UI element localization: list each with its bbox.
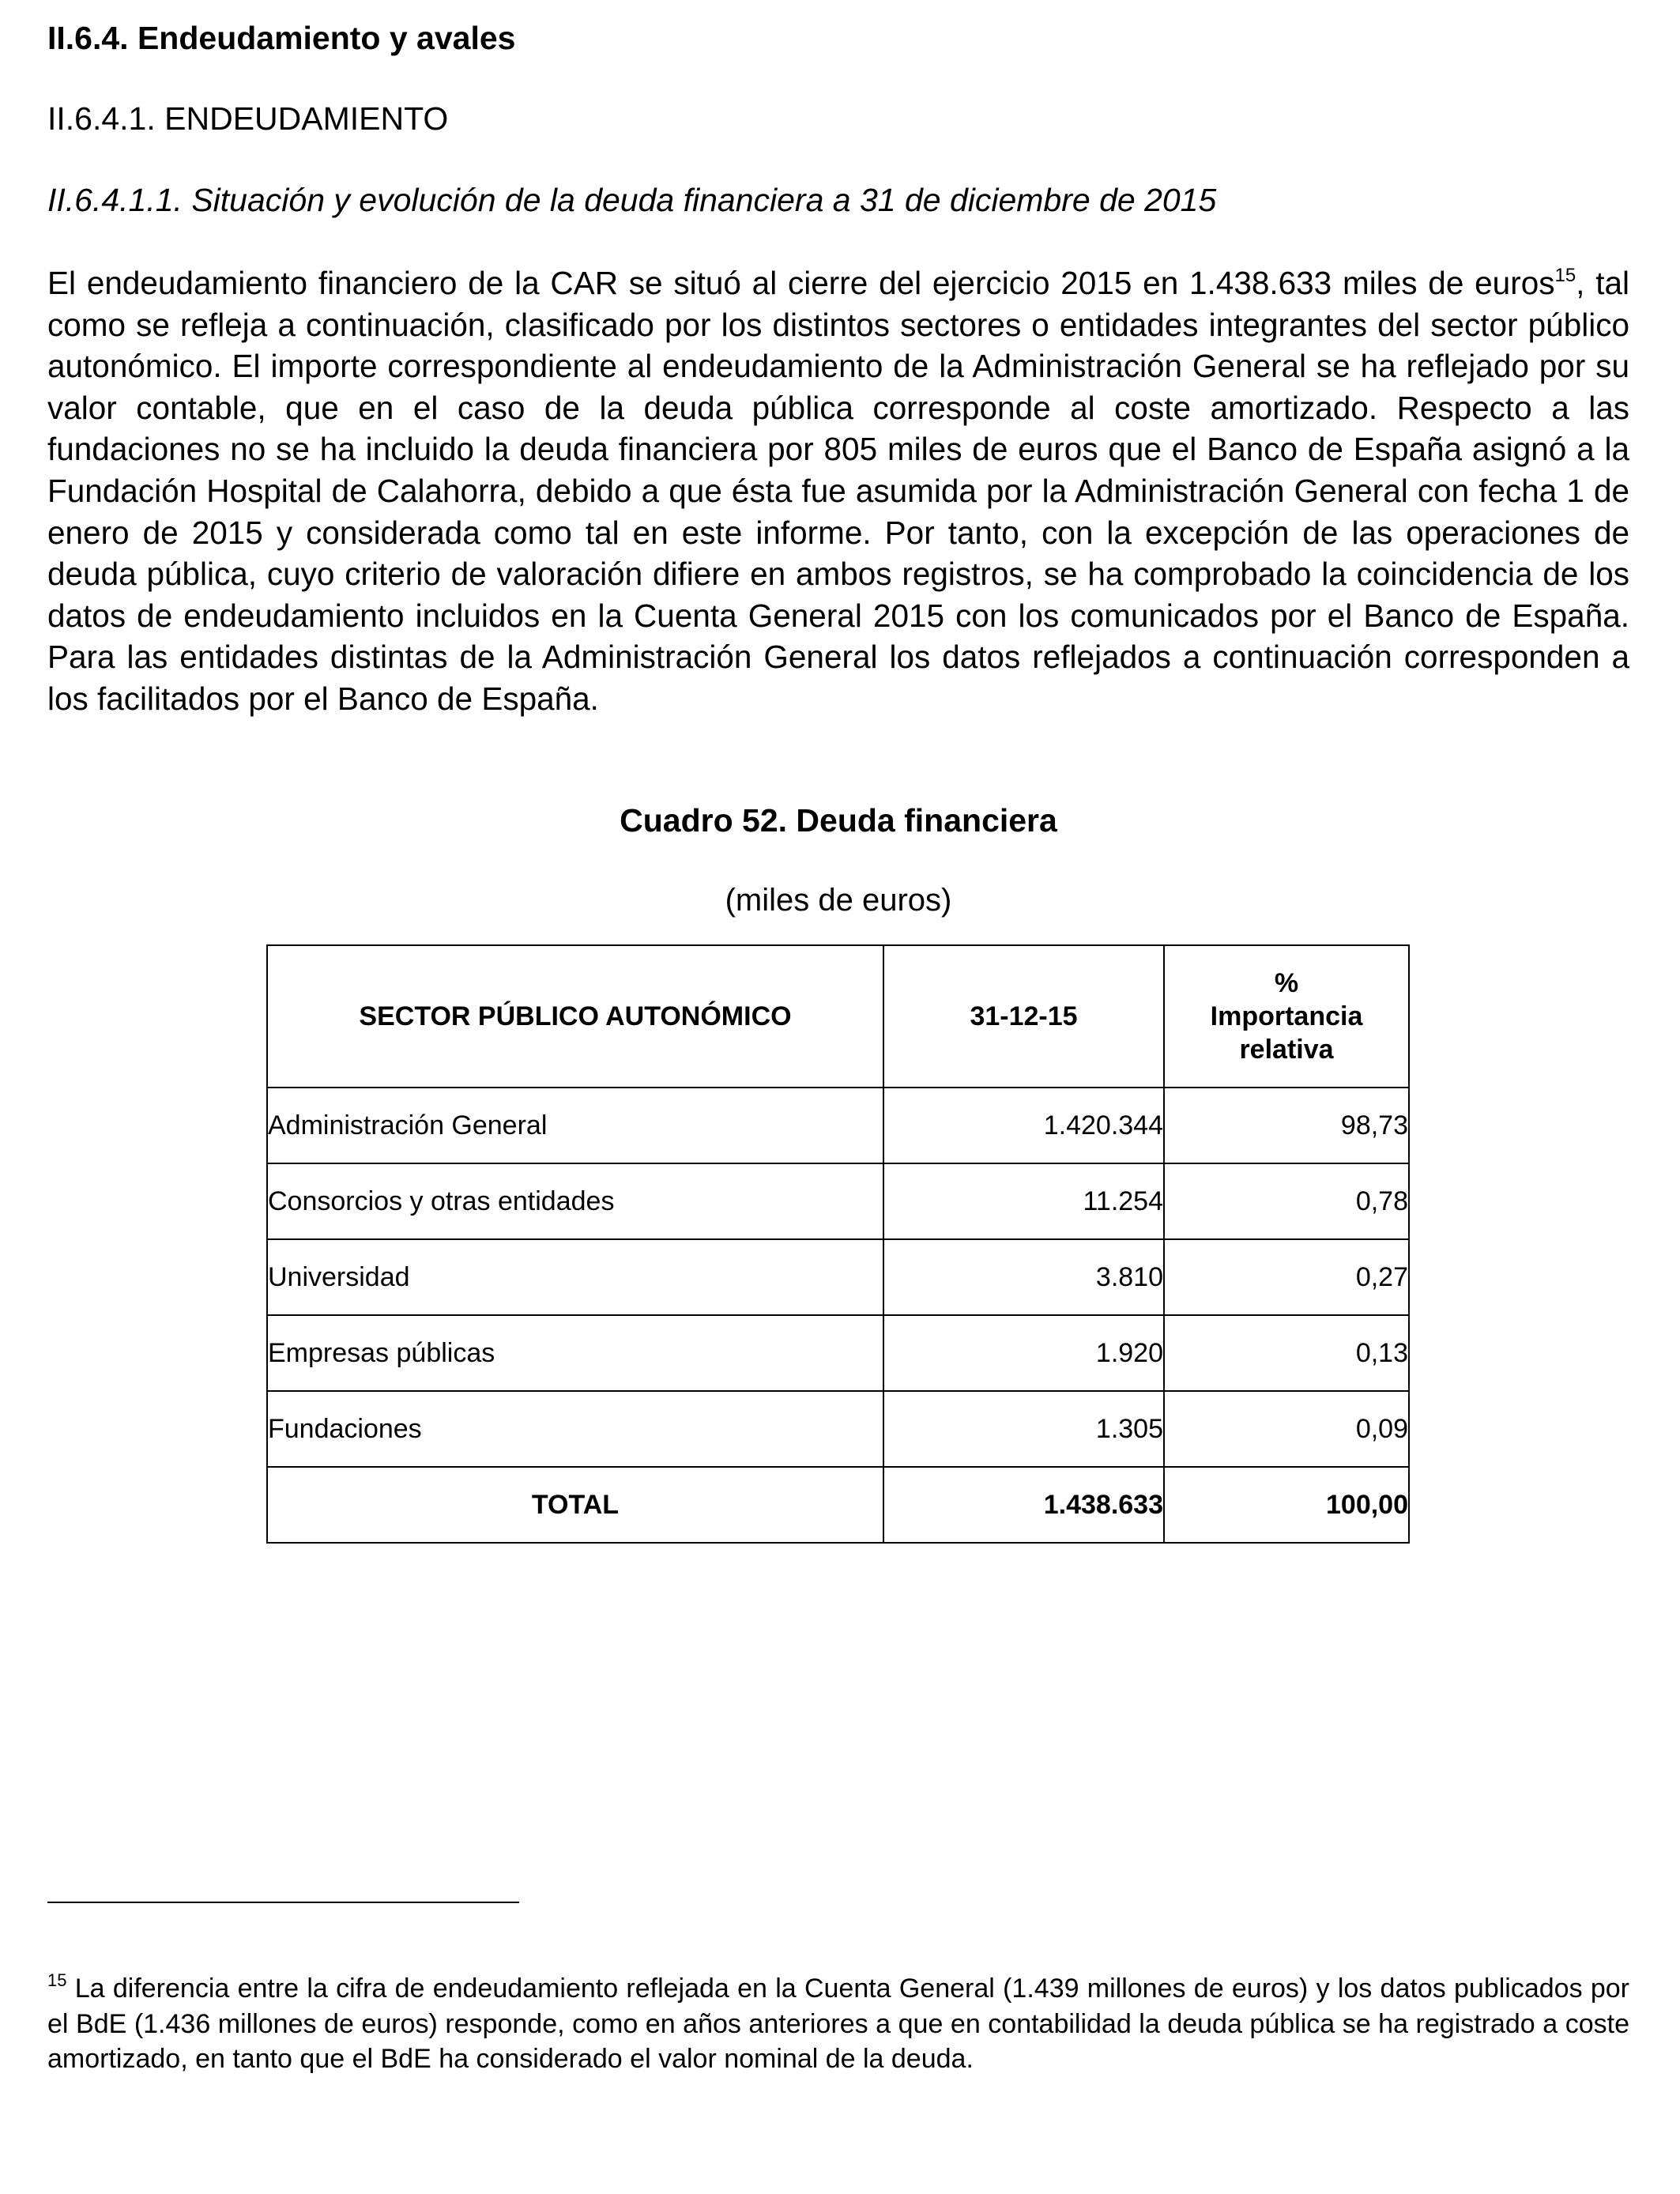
total-label: TOTAL <box>267 1467 883 1543</box>
table-row <box>267 1239 1409 1315</box>
row-sector: Consorcios y otras entidades <box>267 1163 883 1239</box>
paragraph-part1: El endeudamiento financiero de la CAR se situó al cierre del ejercicio 2015 en 1.438.633 miles de euros <box>47 265 1555 301</box>
debt-table <box>266 944 1410 1544</box>
total-pct: 100,00 <box>1164 1467 1409 1543</box>
row-pct: 98,73 <box>1164 1088 1409 1163</box>
table-row <box>267 1088 1409 1163</box>
table-total-row <box>267 1467 1409 1543</box>
header-pct-line2: Importancia <box>1210 1001 1363 1031</box>
row-pct: 0,78 <box>1164 1163 1409 1239</box>
row-sector: Administración General <box>267 1088 883 1163</box>
table-units: (miles de euros) <box>725 883 952 918</box>
table-caption: Cuadro 52. Deuda financiera <box>620 802 1057 839</box>
row-sector: Universidad <box>267 1239 883 1315</box>
row-sector: Empresas públicas <box>267 1315 883 1391</box>
row-pct: 0,27 <box>1164 1239 1409 1315</box>
row-amount: 3.810 <box>883 1239 1164 1315</box>
footnote-number: 15 <box>47 1970 67 1990</box>
header-pct-line3: relativa <box>1239 1035 1334 1065</box>
footnote-reference[interactable]: 15 <box>1554 265 1576 286</box>
header-pct <box>1164 945 1409 1088</box>
footnote-divider <box>47 1902 519 1903</box>
header-sector: SECTOR PÚBLICO AUTONÓMICO <box>267 945 883 1088</box>
row-pct: 0,09 <box>1164 1391 1409 1467</box>
footnote-text: La diferencia entre la cifra de endeudamiento reflejada en la Cuenta General (1.439 millones de euros) y los datos publicados por el BdE (1.436 millones de euros) responde, como en años anteriores a que en contabilidad la deuda pública se ha registrado a coste amortizado, en tanto que el BdE ha considerado el valor nominal de la deuda. <box>47 1973 1629 2074</box>
row-sector: Fundaciones <box>267 1391 883 1467</box>
table-row <box>267 1315 1409 1391</box>
table-row <box>267 1163 1409 1239</box>
row-amount: 1.920 <box>883 1315 1164 1391</box>
total-amount: 1.438.633 <box>883 1467 1164 1543</box>
header-date: 31-12-15 <box>883 945 1164 1088</box>
body-paragraph <box>47 262 1629 720</box>
row-amount: 1.420.344 <box>883 1088 1164 1163</box>
paragraph-part2: , tal como se refleja a continuación, clasificado por los distintos sectores o entidades integrantes del sector público autonómico. El importe correspondiente al endeudamiento de la Administración General se ha reflejado por su valor contable, que en el caso de la deuda pública corresponde al coste amortizado. Respecto a las fundaciones no se ha incluido la deuda financiera por 805 miles de euros que el Banco de España asignó a la Fundación Hospital de Calahorra, debido a que ésta fue asumida por la Administración General con fecha 1 de enero de 2015 y considerada como tal en este informe. Por tanto, con la excepción de las operaciones de deuda pública, cuyo criterio de valoración difiere en ambos registros, se ha comprobado la coincidencia de los datos de endeudamiento incluidos en la Cuenta General 2015 con los comunicados por el Banco de España. Para las entidades distintas de la Administración General los datos reflejados a continuación corresponden a los facilitados por el Banco de España. <box>47 265 1630 717</box>
footnote <box>47 1971 1629 2077</box>
table-row <box>267 1391 1409 1467</box>
table-header-row <box>267 945 1409 1088</box>
row-pct: 0,13 <box>1164 1315 1409 1391</box>
subsubsection-heading: II.6.4.1.1. Situación y evolución de la deuda financiera a 31 de diciembre de 2015 <box>47 182 1217 218</box>
header-pct-line1: % <box>1274 968 1299 998</box>
row-amount: 1.305 <box>883 1391 1164 1467</box>
section-heading: II.6.4. Endeudamiento y avales <box>47 20 516 56</box>
row-amount: 11.254 <box>883 1163 1164 1239</box>
subsection-heading: II.6.4.1. ENDEUDAMIENTO <box>47 100 449 137</box>
